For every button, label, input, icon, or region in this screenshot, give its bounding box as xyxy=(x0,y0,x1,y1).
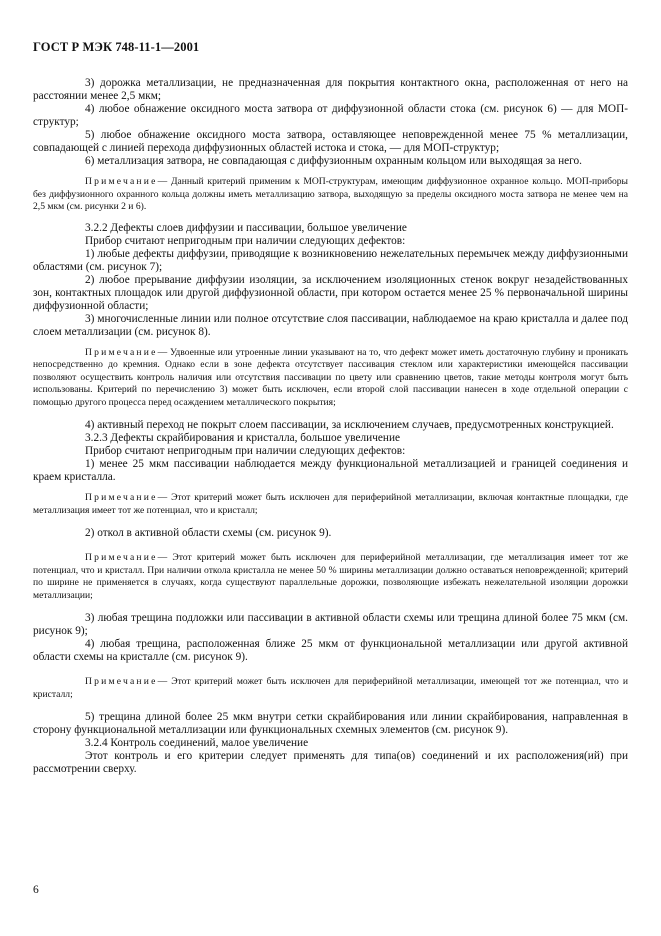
section-heading: 3.2.2 Дефекты слоев диффузии и пассивации, большое увеличение xyxy=(85,221,407,234)
note-text: — Этот критерий может быть исключен для периферийной металлизации, где металлизация имеет тот же потенциал, что и кристалл. При наличии откола кристалла не менее 50 % ширины металлизации должно оставаться неповрежденной; критерий по ширине не применяется в случаях, когда существуют параллельные дорожки, позволяющие избежать нежелательной изоляции дорожки металлизации; xyxy=(33,552,628,601)
section-heading: 3.2.4 Контроль соединений, малое увеличение xyxy=(85,737,309,749)
section-text: Этот контроль и его критерии следует применять для типа(ов) соединений и их расположения(ий) при рассмотрении сверху. xyxy=(33,750,628,775)
note-label: Примечание xyxy=(85,176,158,187)
list-item: 6) металлизация затвора, не совпадающая с диффузионным охранным кольцом или выходящая за него. xyxy=(85,155,582,167)
note-label: Примечание xyxy=(85,552,158,563)
section-intro: Прибор считают непригодным при наличии следующих дефектов: xyxy=(85,445,406,457)
list-item: 3) дорожка металлизации, не предназначенная для покрытия контактного окна, расположенная от него на расстоянии менее 2,5 мкм; xyxy=(33,77,628,102)
page-number: 6 xyxy=(33,884,39,896)
section-intro: Прибор считают непригодным при наличии следующих дефектов: xyxy=(85,234,406,247)
page-body xyxy=(33,77,628,776)
document-header: ГОСТ Р МЭК 748-11-1—2001 xyxy=(33,40,200,54)
list-item: 1) любые дефекты диффузии, приводящие к возникновению нежелательных перемычек между диффузионными областями (см. рисунок 7); xyxy=(33,247,628,273)
note-label: Примечание xyxy=(85,492,158,503)
note-text: — Данный критерий применим к МОП-структурам, имеющим диффузионное охранное кольцо. МОП-приборы без диффузионного охранного кольца должны иметь металлизацию затвора, выходящую за пределы оксидного моста затвора не менее чем на 2,5 мкм (см. рисунки 2 и 6). xyxy=(33,176,628,212)
list-item: 4) любое обнажение оксидного моста затвора от диффузионной области стока (см. рисунок 6) — для МОП-структур; xyxy=(33,103,628,128)
section-heading: 3.2.3 Дефекты скрайбирования и кристалла, большое увеличение xyxy=(85,432,401,444)
note xyxy=(33,176,628,214)
list-item: 5) трещина длиной более 25 мкм внутри сетки скрайбирования или линии скрайбирования, направленная в сторону функциональной металлизации или функциональных схемных элементов (см. рисунок 9). xyxy=(33,711,628,736)
note-text: — Удвоенные или утроенные линии указывают на то, что дефект может иметь достаточную глубину и проникать непосредственно до кремния. Однако если в зоне дефекта отсутствует пассивация стеклом или характеристики имеющейся пассивации позволяют осуществить контроль наличия или отсутствия пассивации по цвету или сравнению цветов, такие методы контроля могут быть использованы. Критерий по перечислению 3) может быть исключен, если второй слой пассивации нанесен в ходе отдельной операции с помощью другого процесса перед осаждением металлического покрытия; xyxy=(33,346,628,408)
list-item: 4) любая трещина, расположенная ближе 25 мкм от функциональной металлизации или другой активной области схемы на кристалле (см. рисунок 9). xyxy=(33,638,628,663)
note-text: — Этот критерий может быть исключен для периферийной металлизации, включая контактные площадки, где металлизация имеет тот же потенциал, что и кристалл; xyxy=(33,492,628,516)
note-text: — Этот критерий может быть исключен для периферийной металлизации, имеющей тот же потенциал, что и кристалл; xyxy=(33,676,628,700)
list-item: 2) откол в активной области схемы (см. рисунок 9). xyxy=(85,527,332,539)
note-label: Примечание xyxy=(85,676,158,687)
list-item: 3) любая трещина подложки или пассивации в активной области схемы или трещина длиной более 75 мкм (см. рисунок 9); xyxy=(33,612,628,637)
note xyxy=(33,347,628,410)
list-item: 2) любое прерывание диффузии изоляции, за исключением изоляционных стенок вокруг незадействованных зон, контактных площадок или другой диффузионной области, при котором остается менее 25 % первоначальной ширины диффузионной области; xyxy=(33,273,628,312)
note xyxy=(33,492,628,517)
list-item: 1) менее 25 мкм пассивации наблюдается между функциональной металлизацией и границей соединения и краем кристалла. xyxy=(33,458,628,483)
note xyxy=(33,676,628,701)
note xyxy=(33,552,628,602)
list-item: 4) активный переход не покрыт слоем пассивации, за исключением случаев, предусмотренных конструкцией. xyxy=(85,419,614,431)
note-label: Примечание xyxy=(85,346,158,358)
list-item: 3) многочисленные линии или полное отсутствие слоя пассивации, наблюдаемое на краю кристалла и далее под слоем металлизации (см. рисунок 8). xyxy=(33,312,628,338)
list-item: 5) любое обнажение оксидного моста затвора, оставляющее неповрежденной менее 75 % металлизации, совпадающей с линией перехода диффузионных областей истока и стока, — для МОП-структур; xyxy=(33,129,628,154)
